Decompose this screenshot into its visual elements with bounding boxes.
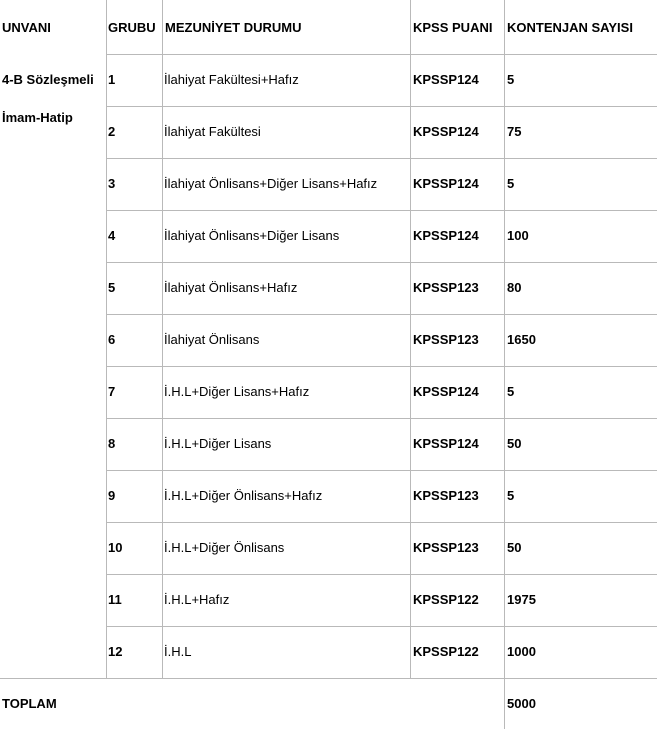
row-kontenjan: 5 [507, 176, 515, 191]
total-value: 5000 [507, 696, 536, 711]
row-kontenjan: 80 [507, 280, 522, 295]
total-label: TOPLAM [2, 696, 57, 711]
row-mezuniyet: İlahiyat Önlisans+Hafız [164, 280, 298, 295]
row-mezuniyet: İ.H.L+Diğer Önlisans+Hafız [164, 488, 323, 503]
row-kontenjan: 1975 [507, 592, 536, 607]
row-mezuniyet: İlahiyat Önlisans+Diğer Lisans [164, 228, 340, 243]
row-grubu: 4 [108, 228, 116, 243]
row-kpss: KPSSP124 [413, 124, 479, 139]
row-mezuniyet: İ.H.L+Diğer Lisans [164, 436, 272, 451]
row-kpss: KPSSP124 [413, 176, 479, 191]
row-grubu: 6 [108, 332, 116, 347]
grid-line [106, 314, 657, 315]
grid-line [106, 210, 657, 211]
row-mezuniyet: İ.H.L+Diğer Önlisans [164, 540, 285, 555]
grid-line [106, 158, 657, 159]
grid-line [106, 54, 657, 55]
header-kpss: KPSS PUANI [413, 20, 493, 35]
row-kontenjan: 1650 [507, 332, 536, 347]
grid-line [106, 106, 657, 107]
row-kontenjan: 5 [507, 72, 515, 87]
unvan-line-2: İmam-Hatip [2, 110, 73, 125]
row-kontenjan: 75 [507, 124, 522, 139]
row-grubu: 9 [108, 488, 116, 503]
row-mezuniyet: İ.H.L [164, 644, 192, 659]
row-grubu: 1 [108, 72, 116, 87]
grid-line [106, 626, 657, 627]
grid-line [106, 418, 657, 419]
grid-line [106, 574, 657, 575]
row-kpss: KPSSP123 [413, 540, 479, 555]
row-mezuniyet: İlahiyat Fakültesi+Hafız [164, 72, 299, 87]
grid-line [106, 522, 657, 523]
row-grubu: 10 [108, 540, 123, 555]
row-kpss: KPSSP124 [413, 72, 479, 87]
row-mezuniyet: İlahiyat Önlisans+Diğer Lisans+Hafız [164, 176, 378, 191]
grid-line [504, 0, 505, 729]
row-kpss: KPSSP123 [413, 332, 479, 347]
unvan-line-1: 4-B Sözleşmeli [2, 72, 94, 87]
row-mezuniyet: İlahiyat Fakültesi [164, 124, 261, 139]
grid-line [106, 470, 657, 471]
grid-line [106, 366, 657, 367]
grid-line [0, 678, 657, 679]
row-kontenjan: 50 [507, 436, 522, 451]
row-kontenjan: 5 [507, 488, 515, 503]
row-kpss: KPSSP123 [413, 488, 479, 503]
row-kontenjan: 1000 [507, 644, 536, 659]
grid-line [106, 262, 657, 263]
row-kpss: KPSSP124 [413, 228, 479, 243]
row-mezuniyet: İ.H.L+Hafız [164, 592, 230, 607]
header-unvani: UNVANI [2, 20, 51, 35]
grid-line [162, 0, 163, 678]
row-kontenjan: 50 [507, 540, 522, 555]
row-grubu: 12 [108, 644, 123, 659]
row-kontenjan: 5 [507, 384, 515, 399]
row-kontenjan: 100 [507, 228, 529, 243]
header-grubu: GRUBU [108, 20, 156, 35]
row-kpss: KPSSP122 [413, 592, 479, 607]
row-grubu: 7 [108, 384, 116, 399]
row-kpss: KPSSP122 [413, 644, 479, 659]
row-grubu: 2 [108, 124, 116, 139]
row-mezuniyet: İ.H.L+Diğer Lisans+Hafız [164, 384, 310, 399]
header-mezuniyet: MEZUNİYET DURUMU [165, 20, 302, 35]
grid-line [410, 0, 411, 678]
row-grubu: 5 [108, 280, 116, 295]
header-kontenjan: KONTENJAN SAYISI [507, 20, 633, 35]
row-grubu: 8 [108, 436, 116, 451]
row-mezuniyet: İlahiyat Önlisans [164, 332, 260, 347]
row-kpss: KPSSP124 [413, 384, 479, 399]
row-kpss: KPSSP124 [413, 436, 479, 451]
row-grubu: 3 [108, 176, 116, 191]
grid-line [106, 0, 107, 678]
row-grubu: 11 [108, 592, 122, 607]
row-kpss: KPSSP123 [413, 280, 479, 295]
